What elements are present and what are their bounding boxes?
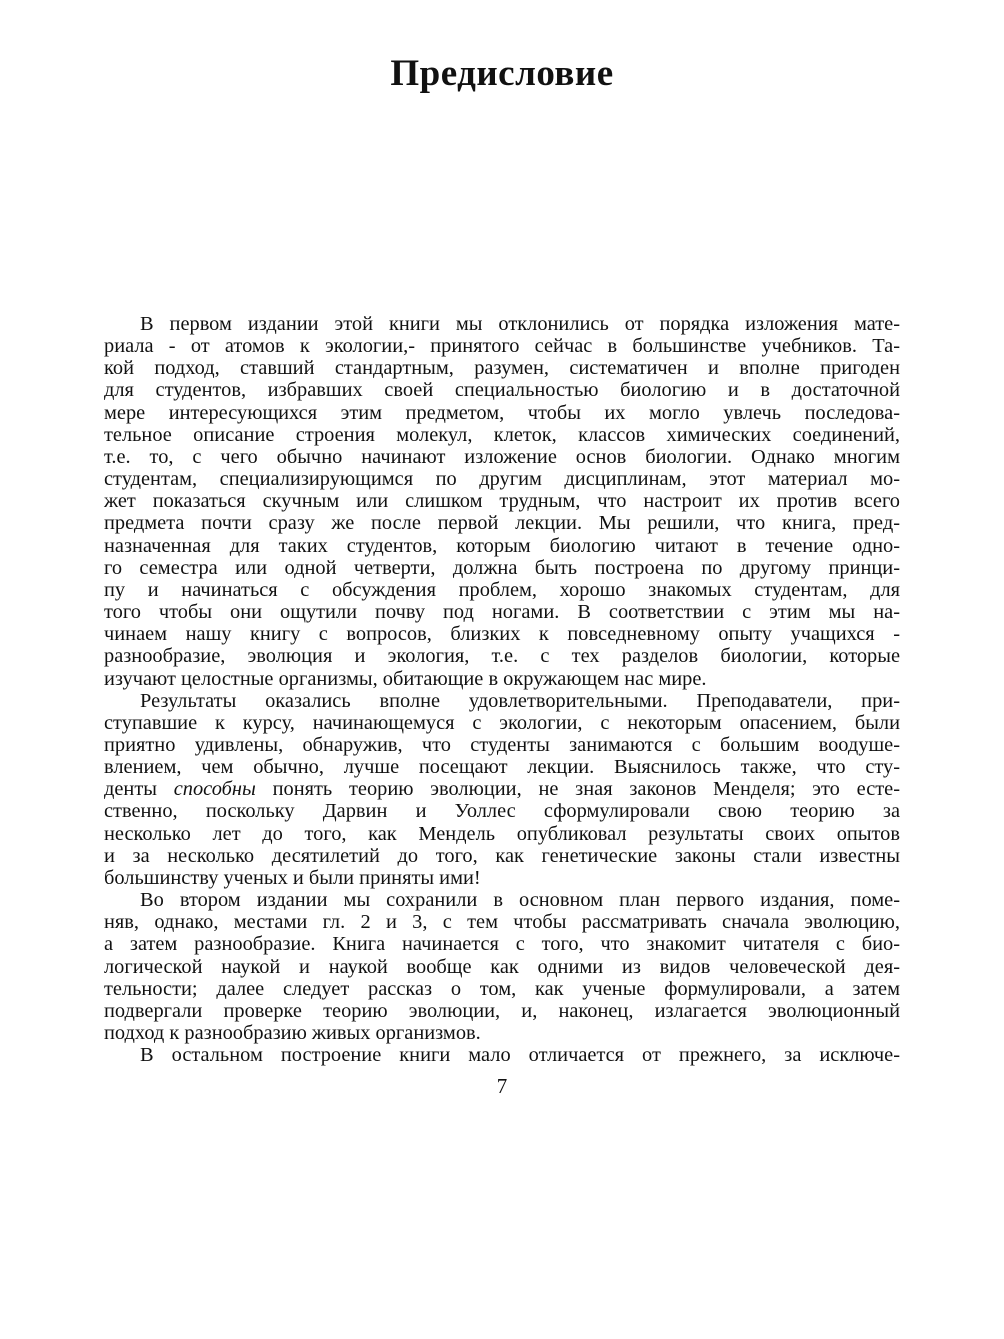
text-line: большинству ученых и были приняты ими! <box>104 866 481 889</box>
text-line: ственно, поскольку Дарвин и Уоллес сформулировали свою теорию за <box>104 800 900 823</box>
paragraph-4 <box>104 1044 900 1066</box>
paragraph-1 <box>104 313 900 690</box>
text-line: т.е. то, с чего обычно начинают изложение основ биологии. Однако многим <box>104 445 900 468</box>
text-line: логической наукой и наукой вообще как одними из видов человеческой дея- <box>104 955 900 978</box>
text-line: студентам, специализирующимся по другим дисциплинам, этот материал мо- <box>104 468 900 491</box>
text-line: влением, чем обычно, лучше посещают лекции. Выяснилось также, что сту- <box>104 756 900 779</box>
text-line: а затем разнообразие. Книга начинается с того, что знакомит читателя с био- <box>104 933 900 956</box>
text-line: риала - от атомов к экологии,- принятого сейчас в большинстве учебников. Та- <box>104 335 900 358</box>
text-line <box>104 778 900 800</box>
paragraph-2 <box>104 690 900 889</box>
text-line: разнообразие, эволюция и экология, т.е. с тех разделов биологии, которые <box>104 645 900 668</box>
text-line: жет показаться скучным или слишком трудным, что настроит их против всего <box>104 490 900 513</box>
text-fragment: денты <box>104 778 174 801</box>
text-line: и за несколько десятилетий до того, как генетические законы стали известны <box>104 844 900 867</box>
text-line: подход к разнообразию живых организмов. <box>104 1022 481 1044</box>
body-text <box>104 313 900 1066</box>
page-number: 7 <box>496 1074 508 1098</box>
text-line: назначенная для таких студентов, которым биологию читают в течение одно- <box>104 534 900 557</box>
text-line: предмета почти сразу же после первой лекции. Мы решили, что книга, пред- <box>104 512 900 535</box>
text-line: подвергали проверке теорию эволюции, и, наконец, излагается эволюционный <box>104 999 900 1022</box>
text-fragment: понять теорию эволюции, не зная законов Менделя; это есте- <box>255 778 901 801</box>
text-line: для студентов, избравших своей специальностью биологию и в достаточной <box>104 379 900 402</box>
text-line: го семестра или одной четверти, должна быть построена по другому принци- <box>104 556 900 579</box>
text-line: кой подход, ставший стандартным, разумен, систематичен и вполне пригоден <box>104 357 900 380</box>
paragraph-3 <box>104 889 900 1044</box>
text-line: тельное описание строения молекул, клеток, классов химических соединений, <box>104 423 900 446</box>
text-line: ступавшие к курсу, начинающемуся с экологии, с некоторым опасением, были <box>104 711 900 734</box>
text-line: приятно удивлены, обнаружив, что студенты занимаются с большим воодуше- <box>104 733 900 756</box>
text-line: Во втором издании мы сохранили в основном план первого издания, поме- <box>140 889 900 912</box>
text-line: В первом издании этой книги мы отклонились от порядка изложения мате- <box>140 313 900 335</box>
text-line: мере интересующихся этим предметом, чтобы их могло увлечь последова- <box>104 401 900 424</box>
page-title: Предисловие <box>390 53 614 94</box>
text-line: чинаем нашу книгу с вопросов, близких к повседневному опыту учащихся - <box>104 623 900 646</box>
text-line: несколько лет до того, как Мендель опубликовал результаты своих опытов <box>104 822 900 845</box>
text-line: няв, однако, местами гл. 2 и 3, с тем чтобы рассматривать сначала эволюцию, <box>104 911 900 934</box>
text-line: В остальном построение книги мало отличается от прежнего, за исключе- <box>140 1044 900 1067</box>
text-line: пу и начинаться с обсуждения проблем, хорошо знакомых студентам, для <box>104 578 900 601</box>
italic-word: способны <box>173 778 256 801</box>
text-line: того чтобы они ощутили почву под ногами. В соответствии с этим мы на- <box>104 601 900 624</box>
text-line: тельности; далее следует рассказ о том, как ученые формулировали, а затем <box>104 977 900 1000</box>
text-line: Результаты оказались вполне удовлетворительными. Преподаватели, при- <box>140 689 900 712</box>
text-line: изучают целостные организмы, обитающие в окружающем нас мире. <box>104 667 707 690</box>
